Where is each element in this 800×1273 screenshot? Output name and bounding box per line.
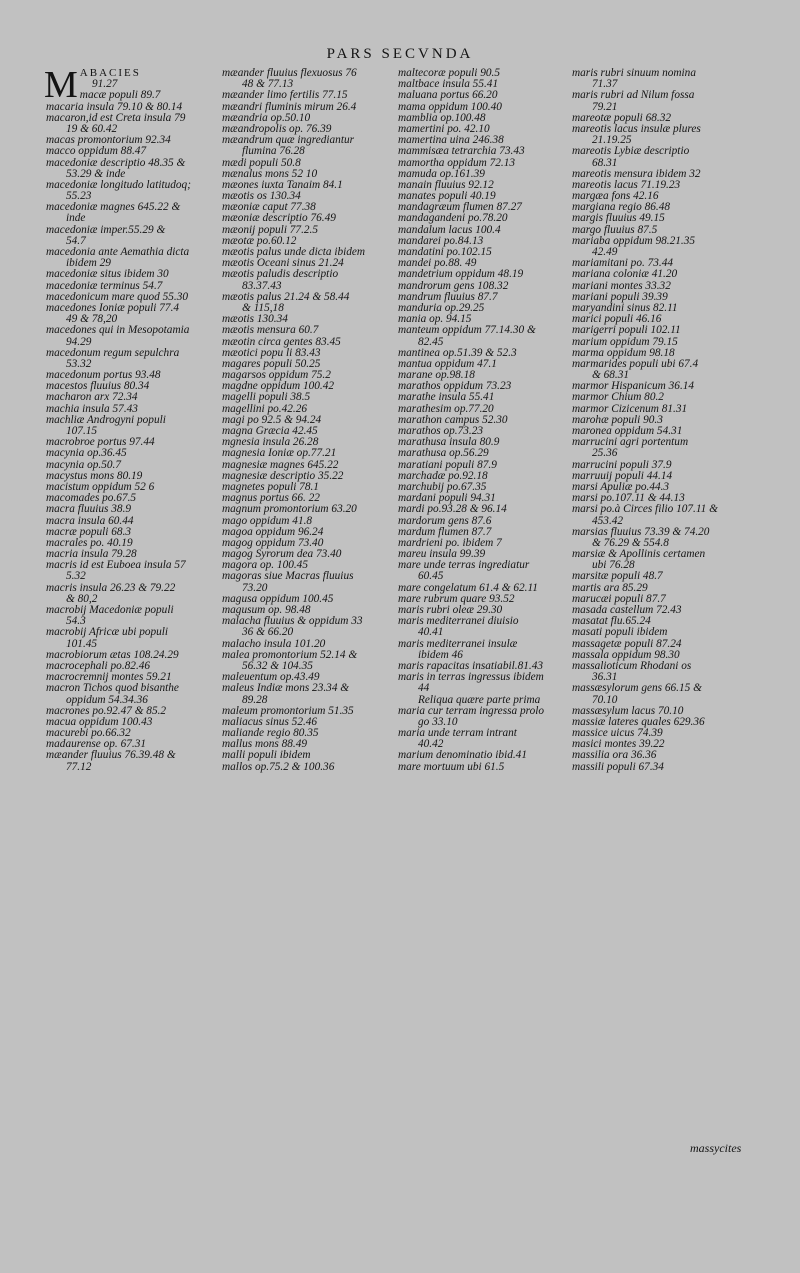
- running-header: PARS SECVNDA: [326, 46, 474, 62]
- index-line: mareotis mensura ibidem 32: [572, 168, 701, 180]
- index-line: magdne oppidum 100.42: [222, 381, 335, 393]
- index-line: maltecoræ populi 90.5: [398, 68, 500, 79]
- index-line: 83.37.43: [242, 280, 282, 292]
- index-line: 54.7: [66, 235, 86, 247]
- index-line: mæandrum quæ ingrediantur: [222, 135, 355, 147]
- index-line: marma oppidum 98.18: [572, 347, 675, 359]
- index-line: mandatini po.102.15: [398, 247, 492, 258]
- index-line: magelli populi 38.5: [222, 392, 311, 404]
- index-line: macedones qui in Mesopotamia: [46, 325, 190, 337]
- index-line: maris mediterranei diuisio: [398, 616, 519, 628]
- index-line: mareotis Lybiæ descriptio: [572, 146, 690, 158]
- initial-capital: M: [44, 64, 78, 106]
- index-line: 68.31: [592, 157, 618, 169]
- index-line: mama oppidum 100.40: [398, 101, 502, 113]
- index-line: 60.45: [418, 571, 444, 583]
- index-line: 453.42: [592, 515, 624, 527]
- index-column-4: [572, 68, 757, 773]
- index-line: mæandropolis op. 76.39: [222, 123, 332, 135]
- index-line: marchubij po.67.35: [398, 481, 487, 493]
- index-line: ubi 76.28: [592, 560, 635, 572]
- index-line: 73.20: [242, 582, 268, 594]
- index-line: Reliqua quære parte prima: [418, 694, 541, 706]
- index-line: malacho insula 101.20: [222, 638, 326, 650]
- index-line: mago oppidum 41.8: [222, 515, 313, 527]
- index-line: 79.21: [592, 101, 618, 113]
- index-line: mareotæ populi 68.32: [572, 112, 672, 124]
- index-line: macra fluuius 38.9: [46, 504, 132, 516]
- index-line: 56.32 & 104.35: [242, 660, 313, 672]
- index-line: 55.23: [66, 191, 92, 203]
- index-line: macynia op.50.7: [46, 459, 121, 471]
- index-line: magarsos oppidum 75.2: [222, 370, 331, 382]
- index-line: marmor Cizicenum 81.31: [572, 403, 688, 415]
- index-line: marium denominatio ibid.41: [398, 750, 527, 762]
- index-line: macas promontorium 92.34: [46, 135, 171, 147]
- index-line: mantua oppidum 47.1: [398, 358, 497, 370]
- index-line: manteum oppidum 77.14.30 &: [398, 325, 536, 337]
- index-line: mariani montes 33.32: [572, 280, 671, 292]
- index-line: massilia ora 36.36: [572, 750, 657, 762]
- index-line: 77.12: [66, 761, 92, 773]
- index-line: marane op.98.18: [398, 370, 475, 382]
- index-line: macedoniæ longitudo latitudoq;: [46, 179, 191, 191]
- index-line: macaria insula 79.10 & 80.14: [46, 101, 183, 113]
- index-line: macris insula 26.23 & 79.22: [46, 582, 176, 594]
- index-line: mandrum fluuius 87.7: [398, 291, 498, 303]
- index-line: mariana coloniæ 41.20: [572, 269, 678, 281]
- index-line: maleuentum op.43.49: [222, 672, 320, 684]
- index-line: 5.32: [66, 571, 86, 583]
- index-line: magnetes populi 78.1: [222, 481, 319, 493]
- index-line: mæandri fluminis mirum 26.4: [222, 101, 357, 113]
- initial-cont: 91.27: [92, 78, 118, 91]
- index-line: 42.49: [592, 247, 618, 258]
- index-line: marsias fluuius 73.39 & 74.20: [572, 526, 710, 538]
- index-line: margo fluuius 87.5: [572, 224, 658, 236]
- index-line: 44: [418, 683, 430, 695]
- index-line: mardorum gens 87.6: [398, 515, 492, 527]
- index-line: mænalus mons 52 10: [222, 168, 318, 180]
- index-line: massæsylorum gens 66.15 &: [572, 683, 702, 695]
- index-line: macco oppidum 88.47: [46, 146, 147, 158]
- index-line: mandrorum gens 108.32: [398, 280, 509, 292]
- index-line: mæander limo fertilis 77.15: [222, 90, 348, 102]
- index-line: mæones iuxta Tanaim 84.1: [222, 179, 343, 191]
- index-line: 71.37: [592, 79, 618, 91]
- index-line: masici montes 39.22: [572, 739, 665, 751]
- index-line: mæotæ po.60.12: [222, 235, 297, 247]
- index-line: machliæ Androgyni populi: [46, 414, 166, 426]
- index-line: magellini po.42.26: [222, 403, 308, 415]
- index-line: mæotici popu li 83.43: [222, 347, 321, 359]
- index-line: magnesiæ descriptio 35.22: [222, 470, 344, 482]
- index-line: masada castellum 72.43: [572, 605, 682, 616]
- index-line: magi po 92.5 & 94.24: [222, 414, 322, 426]
- index-line: macaron,id est Creta insula 79: [46, 112, 186, 124]
- index-line: magog Syrorum dea 73.40: [222, 549, 342, 561]
- index-line: magna Græcia 42.45: [222, 426, 318, 437]
- index-line: macrobiorum ætas 108.24.29: [46, 649, 179, 661]
- index-line: macrales po. 40.19: [46, 537, 133, 549]
- index-line: marmarides populi ubi 67.4: [572, 358, 699, 370]
- index-line: mæandria op.50.10: [222, 112, 311, 124]
- index-line: marrucini agri portentum: [572, 437, 689, 449]
- index-line: & 68.31: [592, 370, 630, 382]
- index-line: 25.36: [592, 448, 618, 460]
- index-line: inde: [66, 213, 86, 225]
- index-line: maryandini sinus 82.11: [572, 302, 678, 314]
- index-line: macedonia ante Aemathia dicta: [46, 247, 190, 258]
- index-line: maltbace insula 55.41: [398, 79, 499, 91]
- index-line: maris rapacitas insatiabil.81.43: [398, 660, 543, 672]
- index-line: magnesiæ magnes 645.22: [222, 459, 339, 471]
- index-line: mandalum lacus 100.4: [398, 224, 501, 236]
- index-line: mandagræum flumen 87.27: [398, 202, 522, 214]
- index-line: marathesim op.77.20: [398, 403, 494, 415]
- index-line: maliacus sinus 52.46: [222, 716, 318, 728]
- index-line: 107.15: [66, 426, 98, 437]
- index-line: 53.29 & inde: [66, 168, 126, 180]
- index-line: marrucini populi 37.9: [572, 459, 672, 471]
- index-line: mareotis lacus insulæ plures: [572, 123, 701, 135]
- index-line: marmor Chium 80.2: [572, 392, 664, 404]
- index-line: mare unde terras ingrediatur: [398, 560, 530, 572]
- index-line: margis fluuius 49.15: [572, 213, 665, 225]
- index-line: manduria op.29.25: [398, 302, 485, 314]
- index-line: macris id est Euboea insula 57: [46, 560, 186, 572]
- index-line: manates populi 40.19: [398, 191, 496, 203]
- index-line: magog oppidum 73.40: [222, 537, 324, 549]
- index-column-1: [44, 64, 216, 773]
- index-line: 54.3: [66, 616, 86, 628]
- index-line: magares populi 50.25: [222, 358, 321, 370]
- index-line: 94.29: [66, 336, 92, 348]
- index-line: mædi populi 50.8: [222, 157, 301, 169]
- index-line: massice uicus 74.39: [572, 728, 663, 740]
- index-line: marsitæ populi 48.7: [572, 571, 663, 583]
- index-line: martis ara 85.29: [572, 582, 648, 594]
- index-line: masati populi ibidem: [572, 627, 668, 639]
- index-line: macedonum regum sepulchra: [46, 347, 180, 359]
- index-line: malli populi ibidem: [222, 750, 311, 762]
- index-line: 40.42: [418, 739, 444, 751]
- index-line: maris rubri sinuum nomina: [572, 68, 696, 79]
- index-line: macrobij Macedoniæ populi: [46, 605, 174, 616]
- index-line: macedoniæ imper.55.29 &: [46, 224, 166, 236]
- index-line: mæotin circa gentes 83.45: [222, 336, 341, 348]
- index-line: malacha fluuius & oppidum 33: [222, 616, 363, 628]
- index-line: marsi po.à Circes filio 107.11 &: [572, 504, 718, 516]
- index-line: mamortha oppidum 72.13: [398, 157, 516, 169]
- index-line: massala oppidum 98.30: [572, 649, 680, 661]
- index-line: macra insula 60.44: [46, 515, 134, 527]
- index-column-2: [222, 68, 394, 773]
- index-line: go 33.10: [418, 716, 458, 728]
- index-line: magoa oppidum 96.24: [222, 526, 324, 538]
- index-line: mamertina uina 246.38: [398, 135, 504, 147]
- index-line: mare rubrum quare 93.52: [398, 593, 515, 605]
- index-line: mariani populi 39.39: [572, 291, 668, 303]
- index-line: mæotis palus unde dicta ibidem: [222, 247, 366, 258]
- index-line: mæoniæ descriptio 76.49: [222, 213, 336, 225]
- index-line: magusa oppidum 100.45: [222, 593, 334, 605]
- index-line: 82.45: [418, 336, 444, 348]
- index-line: marsi Apuliæ po.44.3: [572, 481, 670, 493]
- index-line: 21.19.25: [592, 135, 632, 147]
- index-line: macomades po.67.5: [46, 493, 137, 505]
- index-line: mariaba oppidum 98.21.35: [572, 235, 696, 247]
- index-line: mæotis paludis descriptio: [222, 269, 339, 281]
- index-line: masatat flu.65.24: [572, 616, 651, 628]
- index-line: massili populi 67.34: [572, 761, 664, 773]
- index-line: mandarei po.84.13: [398, 235, 484, 247]
- index-line: marigerri populi 102.11: [572, 325, 681, 337]
- index-line: maronea oppidum 54.31: [572, 426, 683, 437]
- index-line: & 80,2: [66, 593, 98, 605]
- index-line: macua oppidum 100.43: [46, 716, 153, 728]
- index-line: mæoniæ caput 77.38: [222, 202, 316, 214]
- index-line: mamblia op.100.48: [398, 112, 486, 124]
- index-line: mareu insula 99.39: [398, 549, 486, 561]
- index-line: macedonicum mare quod 55.30: [46, 291, 189, 303]
- index-column-3: [398, 68, 566, 773]
- index-line: marsi po.107.11 & 44.13: [572, 493, 685, 505]
- index-line: macedoniæ terminus 54.7: [46, 280, 163, 292]
- index-line: marathusa op.56.29: [398, 448, 489, 460]
- index-line: macrobij Africæ ubi populi: [46, 627, 169, 639]
- index-line: 49 & 78,20: [66, 314, 118, 326]
- index-line: macrocephali po.82.46: [46, 660, 151, 672]
- index-line: margiana regio 86.48: [572, 202, 671, 214]
- index-line: madaurense op. 67.31: [46, 739, 146, 751]
- index-line: macedoniæ descriptio 48.35 &: [46, 157, 186, 169]
- index-line: marruuij populi 44.14: [572, 470, 673, 482]
- catchword: massycites: [690, 1141, 742, 1155]
- index-line: macrobroe portus 97.44: [46, 437, 155, 449]
- index-line: macrocremnij montes 59.21: [46, 672, 172, 684]
- index-line: manain fluuius 92.12: [398, 179, 494, 191]
- index-line: maliande regio 80.35: [222, 728, 319, 740]
- index-line: 48 & 77.13: [242, 79, 294, 91]
- index-line: mæonij populi 77.2.5: [222, 224, 319, 236]
- index-line: macedoniæ magnes 645.22 &: [46, 202, 181, 214]
- index-line: magusum op. 98.48: [222, 605, 311, 616]
- index-line: mæander fluuius 76.39.48 &: [46, 750, 176, 762]
- index-line: 36 & 66.20: [242, 627, 294, 639]
- index-line: marathos oppidum 73.23: [398, 381, 512, 393]
- index-line: marathon campus 52.30: [398, 414, 508, 426]
- index-line: maris mediterranei insulæ: [398, 638, 518, 650]
- index-line: 36.31: [592, 672, 618, 684]
- index-line: macurebi po.66.32: [46, 728, 131, 740]
- index-line: 89.28: [242, 694, 268, 706]
- column-1-lines: [46, 90, 216, 772]
- index-line: macedones Ioniæ populi 77.4: [46, 302, 180, 314]
- index-line: mantinea op.51.39 & 52.3: [398, 347, 517, 359]
- index-line: maluana portus 66.20: [398, 90, 498, 102]
- index-line: 19 & 60.42: [66, 123, 118, 135]
- index-line: marohæ populi 90.3: [572, 414, 663, 426]
- index-line: marici populi 46.16: [572, 314, 662, 326]
- index-line: maris rubri oleæ 29.30: [398, 605, 503, 616]
- index-line: magnesia Ioniæ op.77.21: [222, 448, 337, 460]
- index-line: macystus mons 80.19: [46, 470, 143, 482]
- index-line: macæ populi 89.7: [79, 90, 161, 102]
- index-line: mania op. 94.15: [398, 314, 472, 326]
- index-line: 70.10: [592, 694, 618, 706]
- index-line: maleus Indiæ mons 23.34 &: [222, 683, 350, 695]
- index-line: macharon arx 72.34: [46, 392, 138, 404]
- index-line: massagetæ populi 87.24: [572, 638, 682, 650]
- index-line: magora op. 100.45: [222, 560, 308, 572]
- index-line: ibidem 46: [418, 649, 463, 661]
- index-line: mare mortuum ubi 61.5: [398, 761, 505, 773]
- index-line: margæa fons 42.16: [572, 191, 659, 203]
- index-line: mamertini po. 42.10: [398, 123, 490, 135]
- index-line: mallus mons 88.49: [222, 739, 308, 751]
- index-line: flumina 76.28: [242, 146, 305, 158]
- index-line: mæander fluuius flexuosus 76: [222, 68, 357, 79]
- index-line: maratiani populi 87.9: [398, 459, 497, 471]
- index-line: mardi po.93.28 & 96.14: [398, 504, 507, 516]
- index-line: & 76.29 & 554.8: [592, 537, 669, 549]
- index-line: macron Tichos quod bisanthe: [46, 683, 179, 695]
- index-line: maria unde terram intrant: [398, 728, 517, 740]
- index-line: macedoniæ situs ibidem 30: [46, 269, 169, 281]
- index-line: marchadæ po.92.18: [398, 470, 488, 482]
- index-line: magoras siue Macras fluuius: [222, 571, 354, 583]
- index-line: mareotis lacus 71.19.23: [572, 179, 681, 191]
- index-line: mammisæa tetrarchia 73.43: [398, 146, 525, 158]
- index-line: ibidem 29: [66, 258, 111, 270]
- index-line: macrones po.92.47 & 85.2: [46, 705, 167, 717]
- index-line: 101.45: [66, 638, 98, 650]
- index-line: magnum promontorium 63.20: [222, 504, 357, 516]
- index-line: 53.32: [66, 358, 92, 370]
- index-line: malea promontorium 52.14 &: [222, 649, 358, 661]
- index-line: macræ populi 68.3: [46, 526, 132, 538]
- index-line: marium oppidum 79.15: [572, 336, 678, 348]
- index-line: maris rubri ad Nilum fossa: [572, 90, 695, 102]
- index-line: mæotis mensura 60.7: [222, 325, 319, 337]
- index-line: macistum oppidum 52 6: [46, 481, 155, 493]
- index-line: mandei po.88. 49: [398, 258, 477, 270]
- index-line: mardani populi 94.31: [398, 493, 496, 505]
- index-line: maleum promontorium 51.35: [222, 705, 354, 717]
- index-line: mæotis os 130.34: [222, 191, 301, 203]
- index-line: mgnesia insula 26.28: [222, 437, 319, 449]
- index-line: marathe insula 55.41: [398, 392, 495, 404]
- index-line: macedonum portus 93.48: [46, 370, 161, 382]
- index-line: massiæ lateres quales 629.36: [572, 716, 705, 728]
- index-line: maria cur terram ingressa prolo: [398, 705, 545, 717]
- index-line: mare congelatum 61.4 & 62.11: [398, 582, 538, 594]
- index-line: marathusa insula 80.9: [398, 437, 500, 449]
- index-line: mæotis palus 21.24 & 58.44: [222, 291, 350, 303]
- index-line: mardrieni po. ibidem 7: [398, 537, 502, 549]
- index-line: mæotis 130.34: [222, 314, 288, 326]
- index-line: mandagandeni po.78.20: [398, 213, 508, 225]
- index-line: maris in terras ingressus ibidem: [398, 672, 544, 684]
- index-line: marsiæ & Apollinis certamen: [572, 549, 706, 561]
- index-line: mallos op.75.2 & 100.36: [222, 761, 335, 773]
- index-line: marathos op.73.23: [398, 426, 484, 437]
- index-line: macynia op.36.45: [46, 448, 127, 460]
- index-line: mardum flumen 87.7: [398, 526, 492, 538]
- index-line: massæsylum lacus 70.10: [572, 705, 684, 717]
- index-line: macria insula 79.28: [46, 549, 137, 561]
- index-line: marucæi populi 87.7: [572, 593, 666, 605]
- index-line: mandetrium oppidum 48.19: [398, 269, 524, 281]
- index-line: 40.41: [418, 627, 444, 639]
- index-line: marmor Hispanicum 36.14: [572, 381, 695, 393]
- index-line: mariamitani po. 73.44: [572, 258, 674, 270]
- index-line: & 115,18: [242, 302, 284, 314]
- index-line: mæotis Oceani sinus 21.24: [222, 258, 344, 270]
- index-line: machia insula 57.43: [46, 403, 138, 415]
- index-line: macestos fluuius 80.34: [46, 381, 150, 393]
- index-line: oppidum 54.34.36: [66, 694, 148, 706]
- index-line: mamuda op.161.39: [398, 168, 485, 180]
- initial-rest: ABACIES: [79, 67, 141, 79]
- index-line: massalioticum Rhodani os: [572, 660, 692, 672]
- index-line: magnus portus 66. 22: [222, 493, 320, 505]
